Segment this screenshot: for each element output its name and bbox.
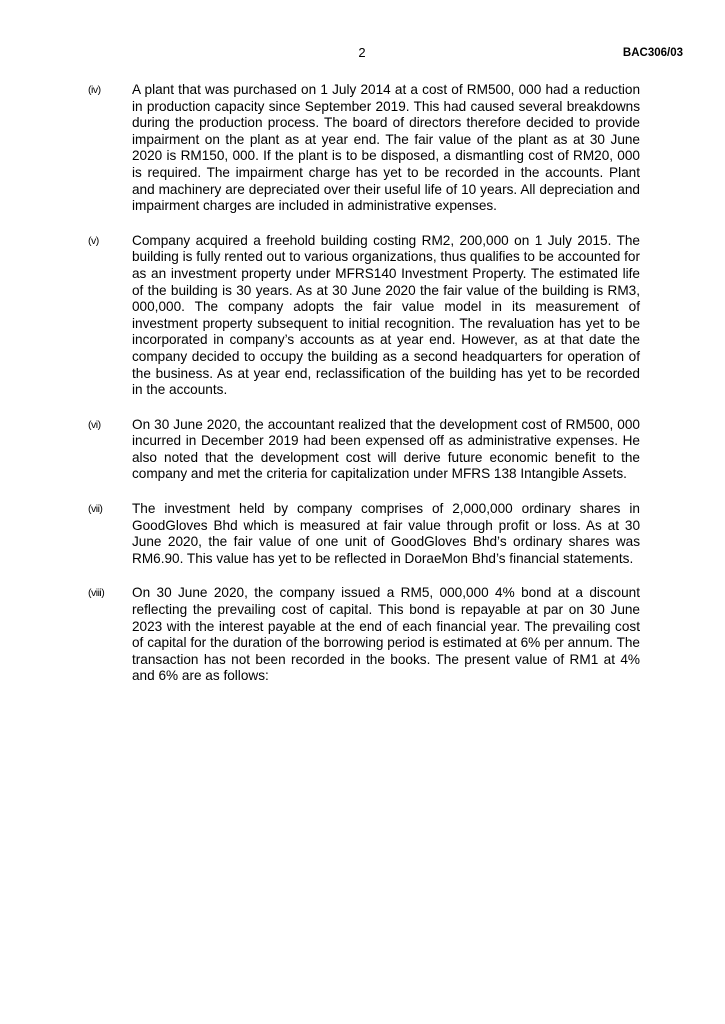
item-label: (vi) — [88, 418, 101, 431]
question-items — [88, 82, 640, 703]
list-item — [88, 417, 640, 483]
document-code: BAC306/03 — [622, 47, 683, 59]
item-text: A plant that was purchased on 1 July 2014 at a cost of RM500, 000 had a reduction in production capacity since September 2019. This had caused several breakdowns during the production process. The board of directors therefore decided to provide impairment on the plant as at year end. The fair value of the plant as at 30 June 2020 is RM150, 000. If the plant is to be disposed, a dismantling cost of RM20, 000 is required. The impairment charge has yet to be recorded in the accounts. Plant and machinery are depreciated over their useful life of 10 years. All depreciation and impairment charges are included in administrative expenses. — [132, 82, 640, 214]
item-label: (viii) — [88, 587, 105, 600]
item-text: Company acquired a freehold building costing RM2, 200,000 on 1 July 2015. The building is fully rented out to various organizations, thus qualifies to be accounted for as an investment property under MFRS140 Investment Property. The estimated life of the building is 30 years. As at 30 June 2020 the fair value of the building is RM3, 000,000. The company adopts the fair value model in its measurement of investment property subsequent to initial recognition. The revaluation has yet to be incorporated in company’s accounts as at year end. However, as at that date the company decided to occupy the building as a second headquarters for operation of the business. As at year end, reclassification of the building has yet to be recorded in the accounts. — [132, 232, 640, 398]
item-text: The investment held by company comprises of 2,000,000 ordinary shares in GoodGloves Bhd which is measured at fair value through profit or loss. As at 30 June 2020, the fair value of one unit of GoodGloves Bhd’s ordinary shares was RM6.90. This value has yet to be reflected in DoraeMon Bhd’s financial statements. — [132, 501, 640, 566]
list-item — [88, 82, 640, 215]
list-item — [88, 233, 640, 399]
item-label: (v) — [88, 234, 99, 247]
list-item — [88, 501, 640, 567]
page-number: 2 — [358, 45, 366, 60]
item-label: (vii) — [88, 503, 103, 516]
item-text: On 30 June 2020, the accountant realized that the development cost of RM500, 000 incurred in December 2019 had been expensed off as administrative expenses. He also noted that the development cost will derive future economic benefit to the company and met the criteria for capitalization under MFRS 138 Intangible Assets. — [132, 416, 640, 482]
item-label: (iv) — [88, 84, 101, 96]
list-item — [88, 585, 640, 685]
item-text: On 30 June 2020, the company issued a RM5, 000,000 4% bond at a discount reflecting the prevailing cost of capital. This bond is repayable at par on 30 June 2023 with the interest payable at the end of each financial year. The prevailing cost of capital for the duration of the borrowing period is estimated at 6% per annum. The transaction has not been recorded in the books. The present value of RM1 at 4% and 6% are as follows: — [132, 585, 640, 684]
